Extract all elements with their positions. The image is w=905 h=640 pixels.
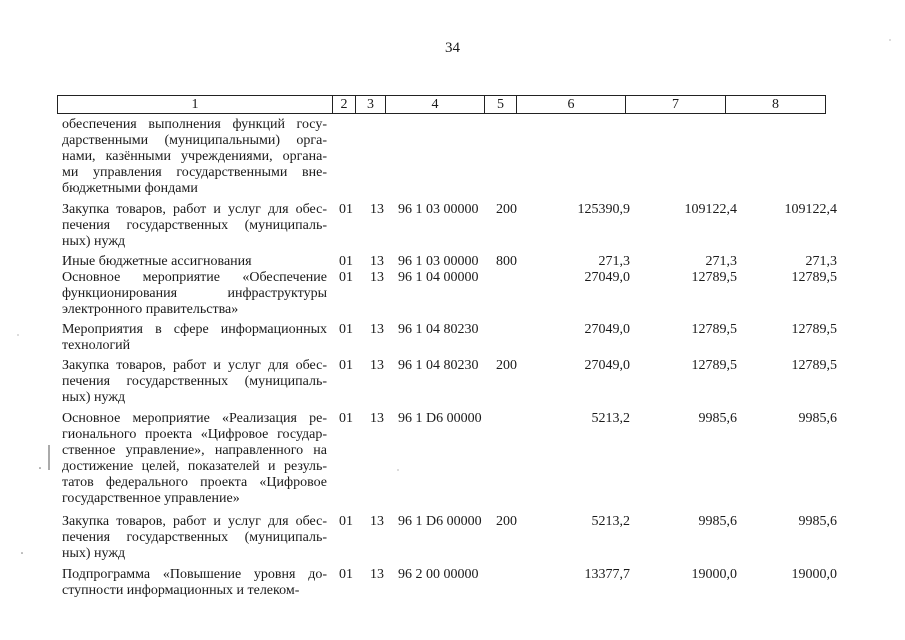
item-name-line: бюджетными фондами	[62, 181, 198, 196]
target-article-code: 96 1 04 80230	[398, 358, 479, 373]
amount-year-2: 9985,6	[698, 411, 737, 426]
amount-year-3: 12789,5	[791, 358, 837, 373]
subsection-code: 13	[370, 254, 384, 269]
item-name-line: ственное управление», направленного на	[62, 443, 327, 458]
header-cell-col4: 4	[386, 96, 485, 114]
item-name-line: функционирования инфраструктуры	[62, 286, 327, 301]
row-item-name	[62, 254, 327, 270]
target-article-code: 96 1 04 00000	[398, 270, 479, 285]
amount-year-3: 109122,4	[784, 202, 837, 217]
item-name-line: электронного правительства»	[62, 302, 239, 317]
item-name-line: ных) нужд	[62, 390, 126, 405]
section-code: 01	[339, 202, 353, 217]
item-name-line: обеспечения выполнения функций госу-	[62, 117, 327, 132]
target-article-code: 96 1 04 80230	[398, 322, 479, 337]
item-name-line: ми управления государственными вне-	[62, 165, 327, 180]
item-name-line: Основное мероприятие «Реализация ре-	[62, 411, 327, 426]
header-cell-col3: 3	[356, 96, 386, 114]
amount-year-2: 109122,4	[684, 202, 737, 217]
row-item-name	[62, 322, 327, 354]
target-article-code: 96 1 03 00000	[398, 202, 479, 217]
amount-year-1: 5213,2	[591, 411, 630, 426]
amount-year-3: 9985,6	[798, 514, 837, 529]
item-name-line: Закупка товаров, работ и услуг для обес-	[62, 514, 327, 529]
item-name-line: ных) нужд	[62, 546, 126, 561]
item-name-line: ступности информационных и телеком-	[62, 583, 300, 598]
amount-year-1: 5213,2	[591, 514, 630, 529]
row-item-name	[62, 567, 327, 599]
row-item-name	[62, 270, 327, 318]
amount-year-3: 12789,5	[791, 322, 837, 337]
amount-year-1: 125390,9	[577, 202, 630, 217]
row-item-name	[62, 202, 327, 250]
item-name-line: дарственными (муниципальными) орга-	[62, 133, 327, 148]
subsection-code: 13	[370, 202, 384, 217]
item-name-line: печения государственных (муниципаль-	[62, 530, 327, 545]
amount-year-2: 271,3	[705, 254, 737, 269]
item-name-line: татов федерального проекта «Цифровое	[62, 475, 327, 490]
subsection-code: 13	[370, 514, 384, 529]
target-article-code: 96 1 D6 00000	[398, 514, 482, 529]
amount-year-2: 12789,5	[691, 270, 737, 285]
target-article-code: 96 2 00 00000	[398, 567, 479, 582]
item-name-line: Основное мероприятие «Обеспечение	[62, 270, 327, 285]
item-name-line: Мероприятия в сфере информационных	[62, 322, 327, 337]
page-number: 34	[445, 40, 460, 56]
subsection-code: 13	[370, 322, 384, 337]
item-name-line: Закупка товаров, работ и услуг для обес-	[62, 358, 327, 373]
header-cell-col7: 7	[626, 96, 726, 114]
header-cell-col8: 8	[726, 96, 826, 114]
item-name-line: Подпрограмма «Повышение уровня до-	[62, 567, 327, 582]
amount-year-2: 12789,5	[691, 322, 737, 337]
expense-type-code: 200	[496, 202, 517, 217]
row-item-name	[62, 117, 327, 197]
amount-year-1: 13377,7	[584, 567, 630, 582]
item-name-line: печения государственных (муниципаль-	[62, 218, 327, 233]
section-code: 01	[339, 411, 353, 426]
header-cell-col1: 1	[58, 96, 333, 114]
target-article-code: 96 1 D6 00000	[398, 411, 482, 426]
item-name-line: гионального проекта «Цифровое государ-	[62, 427, 327, 442]
row-item-name	[62, 358, 327, 406]
item-name-line: ных) нужд	[62, 234, 126, 249]
header-cell-col6: 6	[517, 96, 626, 114]
amount-year-3: 271,3	[805, 254, 837, 269]
amount-year-2: 12789,5	[691, 358, 737, 373]
section-code: 01	[339, 322, 353, 337]
amount-year-2: 19000,0	[691, 567, 737, 582]
item-name-line: Закупка товаров, работ и услуг для обес-	[62, 202, 327, 217]
amount-year-1: 27049,0	[584, 322, 630, 337]
section-code: 01	[339, 270, 353, 285]
section-code: 01	[339, 567, 353, 582]
amount-year-3: 19000,0	[791, 567, 837, 582]
subsection-code: 13	[370, 270, 384, 285]
item-name-line: технологий	[62, 338, 131, 353]
row-item-name	[62, 514, 327, 562]
expense-type-code: 200	[496, 358, 517, 373]
target-article-code: 96 1 03 00000	[398, 254, 479, 269]
item-name-line: Иные бюджетные ассигнования	[62, 254, 252, 269]
header-cell-col5: 5	[485, 96, 517, 114]
subsection-code: 13	[370, 358, 384, 373]
amount-year-1: 271,3	[598, 254, 630, 269]
subsection-code: 13	[370, 411, 384, 426]
expense-type-code: 200	[496, 514, 517, 529]
section-code: 01	[339, 254, 353, 269]
row-item-name	[62, 411, 327, 507]
item-name-line: печения государственных (муниципаль-	[62, 374, 327, 389]
column-number-header	[57, 95, 826, 114]
amount-year-3: 12789,5	[791, 270, 837, 285]
expense-type-code: 800	[496, 254, 517, 269]
header-cell-col2: 2	[333, 96, 356, 114]
item-name-line: нами, казёнными учреждениями, органа-	[62, 149, 327, 164]
section-code: 01	[339, 358, 353, 373]
item-name-line: достижение целей, показателей и резуль-	[62, 459, 327, 474]
section-code: 01	[339, 514, 353, 529]
amount-year-3: 9985,6	[798, 411, 837, 426]
subsection-code: 13	[370, 567, 384, 582]
amount-year-1: 27049,0	[584, 270, 630, 285]
item-name-line: государственное управление»	[62, 491, 240, 506]
amount-year-2: 9985,6	[698, 514, 737, 529]
amount-year-1: 27049,0	[584, 358, 630, 373]
